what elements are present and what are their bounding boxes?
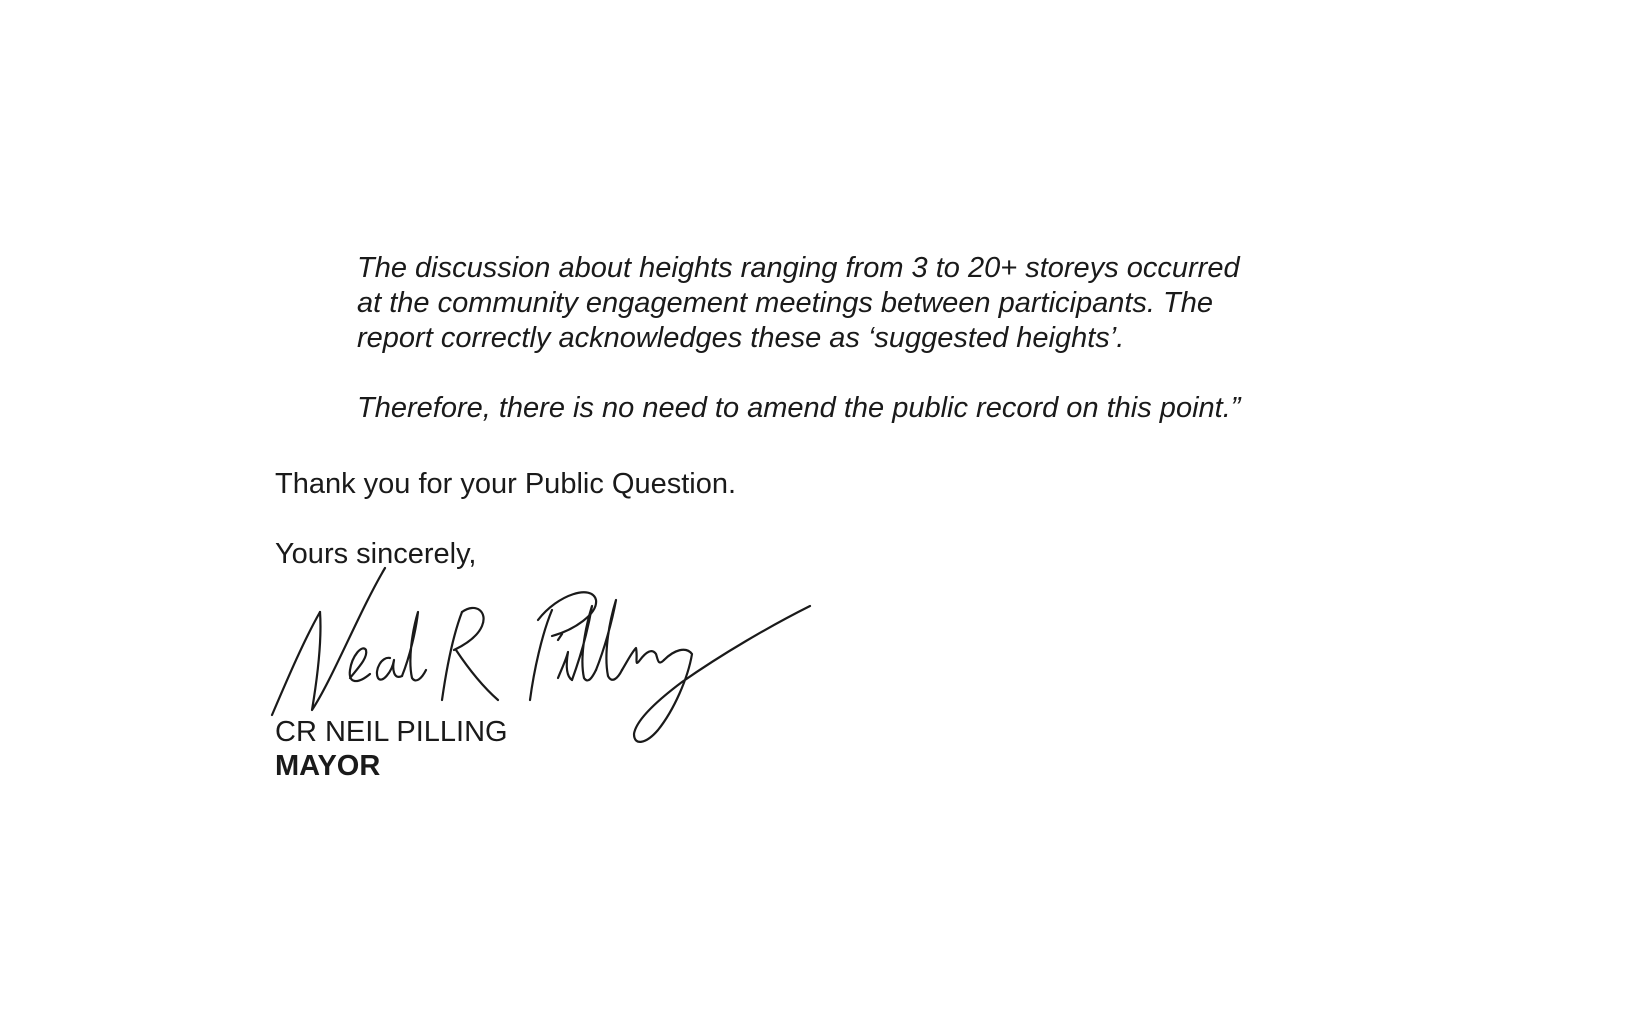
quote-paragraph-2 [357, 391, 1337, 426]
signatory-title: MAYOR [275, 750, 381, 782]
closing-line: Yours sincerely, [275, 538, 477, 570]
quote-line: The discussion about heights ranging from 3 to 20+ storeys occurred [357, 252, 1240, 284]
quote-line: report correctly acknowledges these as ‘suggested heights’. [357, 322, 1125, 354]
thanks-line: Thank you for your Public Question. [275, 468, 737, 500]
quote-line: at the community engagement meetings between participants. The [357, 287, 1213, 319]
quote-paragraph-1 [357, 251, 1337, 356]
signatory-name: CR NEIL PILLING [275, 716, 508, 748]
quoted-response [357, 251, 1337, 426]
quote-line: Therefore, there is no need to amend the public record on this point.” [357, 392, 1241, 424]
